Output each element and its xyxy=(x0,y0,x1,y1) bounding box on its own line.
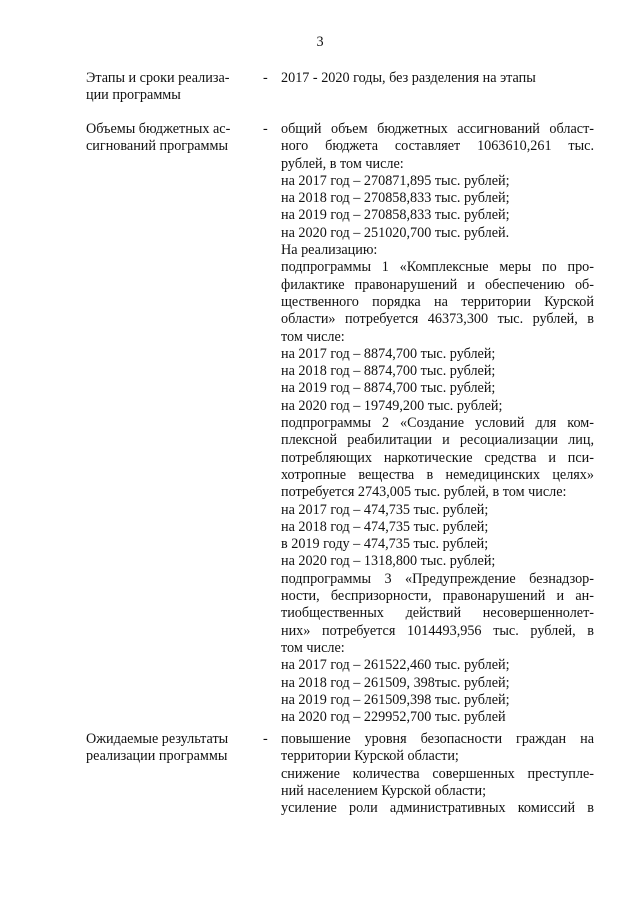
value-line: плексной реабилитации и ресоциализации лиц, xyxy=(281,432,594,449)
value-line: на 2017 год – 270871,895 тыс. рублей; xyxy=(281,172,510,189)
value-line: повышение уровня безопасности граждан на xyxy=(281,731,594,747)
value-line: на 2019 год – 270858,833 тыс. рублей; xyxy=(281,207,510,224)
section-label xyxy=(86,121,246,156)
value-line: на 2018 год – 474,735 тыс. рублей; xyxy=(281,518,489,535)
value-line: хотропные вещества в немедицинских целях» xyxy=(281,466,594,483)
value-line: на 2018 год – 8874,700 тыс. рублей; xyxy=(281,363,496,380)
value-line: подпрограммы 1 «Комплексные меры по про- xyxy=(281,259,594,276)
value-line: филактике правонарушений и обеспечению об- xyxy=(281,276,594,293)
section-value xyxy=(281,121,594,726)
label-line: сигнований программы xyxy=(86,138,229,155)
label-line: Ожидаемые результаты xyxy=(86,731,229,747)
section-value xyxy=(281,70,594,87)
dash: - xyxy=(263,731,268,747)
value-line: рублей, в том числе: xyxy=(281,155,404,172)
value-line: на 2018 год – 261509, 398тыс. рублей; xyxy=(281,674,510,691)
dash: - xyxy=(263,121,268,137)
value-line: на 2017 год – 8874,700 тыс. рублей; xyxy=(281,345,496,362)
value-line: усиление роли административных комиссий в xyxy=(281,800,594,817)
label-line: ции программы xyxy=(86,87,181,104)
value-line: тиобщественных действий несовершеннолет- xyxy=(281,605,594,622)
value-line: области» потребуется 46373,300 тыс. рублей, в xyxy=(281,311,594,328)
value-line: общий объем бюджетных ассигнований област- xyxy=(281,121,594,137)
section-value xyxy=(281,731,594,817)
value-line: территории Курской области; xyxy=(281,748,459,765)
value-line: ного бюджета составляет 1063610,261 тыс. xyxy=(281,138,594,155)
value-line: потребуется 2743,005 тыс. рублей, в том числе: xyxy=(281,484,567,501)
value-line: щественного порядка на территории Курской xyxy=(281,293,594,310)
value-line: них» потребуется 1014493,956 тыс. рублей, в xyxy=(281,622,594,639)
value-line: подпрограммы 3 «Предупреждение безнадзор- xyxy=(281,570,594,587)
label-line: реализации программы xyxy=(86,748,228,765)
label-line: Объемы бюджетных ас- xyxy=(86,121,231,137)
value-line: на 2019 год – 261509,398 тыс. рублей; xyxy=(281,691,510,708)
value-line: на 2020 год – 229952,700 тыс. рублей xyxy=(281,709,506,726)
value-line: том числе: xyxy=(281,328,345,345)
value-line: на 2017 год – 261522,460 тыс. рублей; xyxy=(281,657,510,674)
value-line: подпрограммы 2 «Создание условий для ком- xyxy=(281,415,594,432)
value-line: на 2020 год – 19749,200 тыс. рублей; xyxy=(281,397,503,414)
value-line: ний населением Курской области; xyxy=(281,782,487,799)
value-line: на 2020 год – 1318,800 тыс. рублей; xyxy=(281,553,496,570)
dash: - xyxy=(263,70,268,86)
section-label xyxy=(86,70,246,105)
value-line: 2017 - 2020 годы, без разделения на этапы xyxy=(281,70,536,86)
label-line: Этапы и сроки реализа- xyxy=(86,70,230,86)
section-label xyxy=(86,731,246,766)
value-line: снижение количества совершенных преступле- xyxy=(281,765,594,782)
page-number: 3 xyxy=(316,34,324,50)
value-line: на 2020 год – 251020,700 тыс. рублей. xyxy=(281,224,510,241)
value-line: в 2019 году – 474,735 тыс. рублей; xyxy=(281,536,489,553)
value-line: на 2019 год – 8874,700 тыс. рублей; xyxy=(281,380,496,397)
value-line: на 2018 год – 270858,833 тыс. рублей; xyxy=(281,190,510,207)
value-line: на 2017 год – 474,735 тыс. рублей; xyxy=(281,501,489,518)
value-line: том числе: xyxy=(281,639,345,656)
value-line: ности, беспризорности, правонарушений и ан- xyxy=(281,588,594,605)
value-line: потребляющих наркотические средства и пси- xyxy=(281,449,594,466)
value-line: На реализацию: xyxy=(281,242,378,259)
